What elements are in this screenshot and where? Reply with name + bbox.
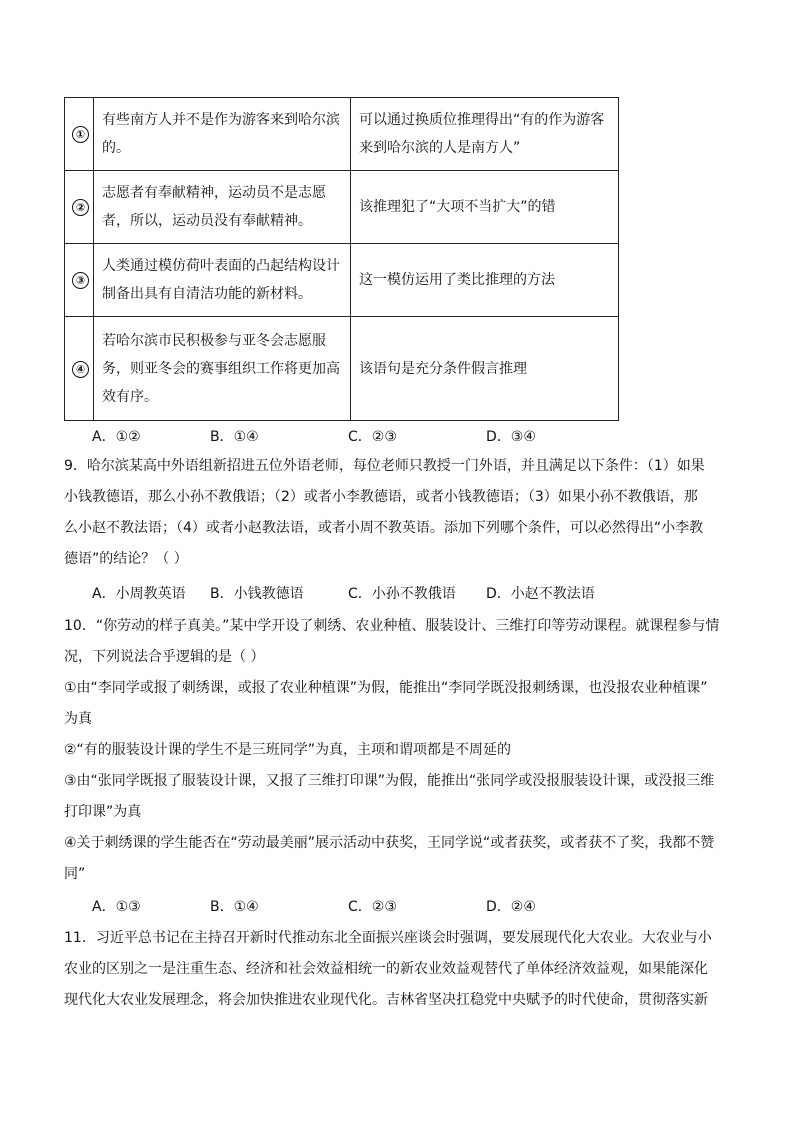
q10-line: 为真: [64, 711, 92, 727]
table-row: [65, 98, 619, 171]
q9-line: 小钱教德语，那么小孙不教俄语；（2）或者小李教德语，或者小钱教德语；（3）如果小孙不教俄语，那: [64, 489, 698, 505]
option-d[interactable]: D．小赵不教法语: [486, 586, 595, 602]
circled-number: ④: [72, 361, 89, 378]
statement-cell: 若哈尔滨市民积极参与亚冬会志愿服务，则亚冬会的赛事组织工作将更加高效有序。: [94, 317, 351, 421]
circled-number: ③: [72, 272, 89, 289]
q10-line: ④关于刺绣课的学生能否在“劳动最美丽”展示活动中获奖，王同学说“或者获奖，或者获不了奖，我都不赞: [64, 835, 715, 851]
statement-cell: 人类通过模仿荷叶表面的凸起结构设计制备出具有自清洁功能的新材料。: [94, 244, 351, 317]
option-b[interactable]: B．小钱教德语: [210, 586, 304, 602]
circled-number: ②: [72, 199, 89, 216]
row-number: [65, 244, 94, 317]
q11-line: 农业的区别之一是注重生态、经济和社会效益相统一的新农业效益观替代了单体经济效益观，如果能深化: [64, 961, 708, 977]
q10-line: 10．“你劳动的样子真美。”某中学开设了刺绣、农业种植、服装设计、三维打印等劳动课程。就课程参与情: [64, 618, 720, 634]
row-number: [65, 317, 94, 421]
q10-line: 况，下列说法合乎逻辑的是（ ）: [64, 649, 265, 665]
q9-line: 德语”的结论？（ ）: [64, 551, 188, 567]
q10-line: ①由“李同学或报了刺绣课，或报了农业种植课”为假，能推出“李同学既没报刺绣课，也没报农业种植课”: [64, 680, 708, 696]
table-row: [65, 317, 619, 421]
option-a[interactable]: A．小周教英语: [92, 586, 186, 602]
q10-line: 打印课”为真: [64, 804, 142, 820]
analysis-cell: 可以通过换质位推理得出“有的作为游客来到哈尔滨的人是南方人”: [351, 98, 619, 171]
circled-number: ①: [72, 126, 89, 143]
option-a[interactable]: A．①②: [92, 429, 141, 445]
row-number: [65, 171, 94, 244]
option-c[interactable]: C．小孙不教俄语: [348, 586, 456, 602]
table-row: [65, 171, 619, 244]
q11-line: 11．习近平总书记在主持召开新时代推动东北全面振兴座谈会时强调，要发展现代化大农业。大农业与小: [64, 930, 712, 946]
option-d[interactable]: D．③④: [486, 429, 536, 445]
option-c[interactable]: C．②③: [348, 429, 397, 445]
q10-line: 同”: [64, 866, 86, 882]
q8-statement-table: [64, 97, 619, 421]
q9-line: 么小赵不教法语；（4）或者小赵教法语，或者小周不教英语。添加下列哪个条件，可以必然得出“小李教: [64, 520, 704, 536]
q10-line: ③由“张同学既报了服装设计课，又报了三维打印课”为假，能推出“张同学或没报服装设计课，或没报三维: [64, 773, 715, 789]
row-number: [65, 98, 94, 171]
q9-line: 9．哈尔滨某高中外语组新招进五位外语老师，每位老师只教授一门外语，并且满足以下条件：（1）如果: [64, 458, 705, 474]
option-a[interactable]: A．①③: [92, 899, 141, 915]
q10-line: ②“有的服装设计课的学生不是三班同学”为真，主项和谓项都是不周延的: [64, 742, 512, 758]
statement-cell: 志愿者有奉献精神，运动员不是志愿者，所以，运动员没有奉献精神。: [94, 171, 351, 244]
analysis-cell: 这一模仿运用了类比推理的方法: [351, 244, 619, 317]
analysis-cell: 该推理犯了“大项不当扩大”的错: [351, 171, 619, 244]
option-b[interactable]: B．①④: [210, 429, 259, 445]
table-row: [65, 244, 619, 317]
statement-cell: 有些南方人并不是作为游客来到哈尔滨的。: [94, 98, 351, 171]
q11-line: 现代化大农业发展理念，将会加快推进农业现代化。吉林省坚决扛稳党中央赋予的时代使命，贯彻落实新: [64, 992, 708, 1008]
option-c[interactable]: C．②③: [348, 899, 397, 915]
option-b[interactable]: B．①④: [210, 899, 259, 915]
option-d[interactable]: D．②④: [486, 899, 536, 915]
analysis-cell: 该语句是充分条件假言推理: [351, 317, 619, 421]
